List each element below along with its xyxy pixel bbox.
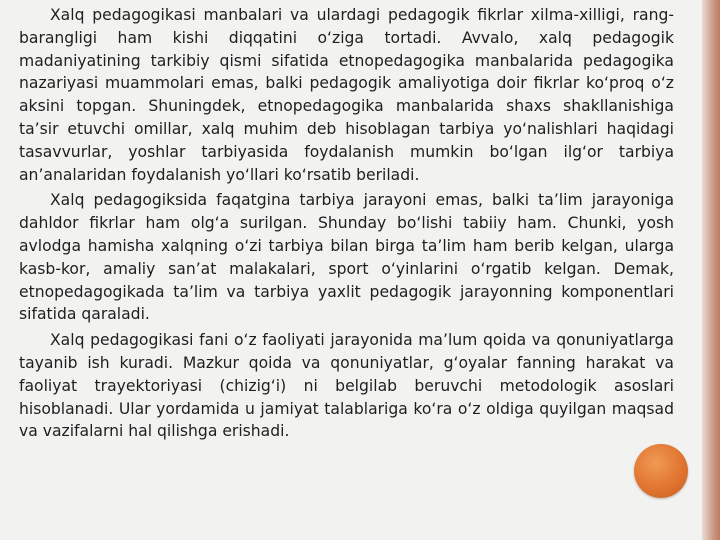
paragraph-1: Xalq pedagogikasi manbalari va ulardagi pedagogik fikrlar xilma-xilligi, rang-barangligi ham kishi diqqatini o‘ziga tortadi. Avvalo, xalq pedagogik madaniyatining tarkibiy qismi sifatida etnopedagogika manbalarida pedagogika nazariyasi muammolari emas, balki pedagogik amaliyotiga doir fikrlar ko‘proq o‘z aksini topgan. Shuningdek, etnopedagogika manbalarida shaxs shakllanishiga ta’sir etuvchi omillar, xalq muhim deb hisoblagan tarbiya yo‘nalishlari haqidagi tasavvurlar, yoshlar tarbiyasida foydalanish mumkin bo‘lgan ilg‘or tarbiya an’analaridan foydalanish yo‘llari ko‘rsatib beriladi.	[19, 6, 674, 184]
paragraph-3: Xalq pedagogikasi fani o‘z faoliyati jarayonida ma’lum qoida va qonuniyatlarga tayanib ish kuradi. Mazkur qoida va qonuniyatlar, g‘oyalar fanning harakat va faoliyat trayektoriyasi (chizig‘i) ni belgilab beruvchi metodologik asoslari hisoblanadi. Ular yordamida u jamiyat talablariga ko‘ra o‘z oldiga quyilgan maqsad va vazifalarni hal qilishga erishadi.	[19, 331, 674, 441]
right-decorative-border	[702, 0, 720, 540]
paragraph-2: Xalq pedagogiksida faqatgina tarbiya jarayoni emas, balki ta’lim jarayoniga dahldor fikrlar ham olg‘a surilgan. Shunday bo‘lishi tabiiy ham. Chunki, yosh avlodga hamisha xalqning o‘zi tarbiya bilan birga ta’lim ham berib kelgan, ularga kasb-kor, amaliy san’at malakalari, sport o‘yinlarini o‘rgatib kelgan. Demak, etnopedagogikada ta’lim va tarbiya yaxlit pedagogik jarayonning komponentlari sifatida qaraladi.	[19, 191, 674, 324]
document-body	[19, 4, 674, 446]
slide-marker-circle	[634, 444, 688, 498]
